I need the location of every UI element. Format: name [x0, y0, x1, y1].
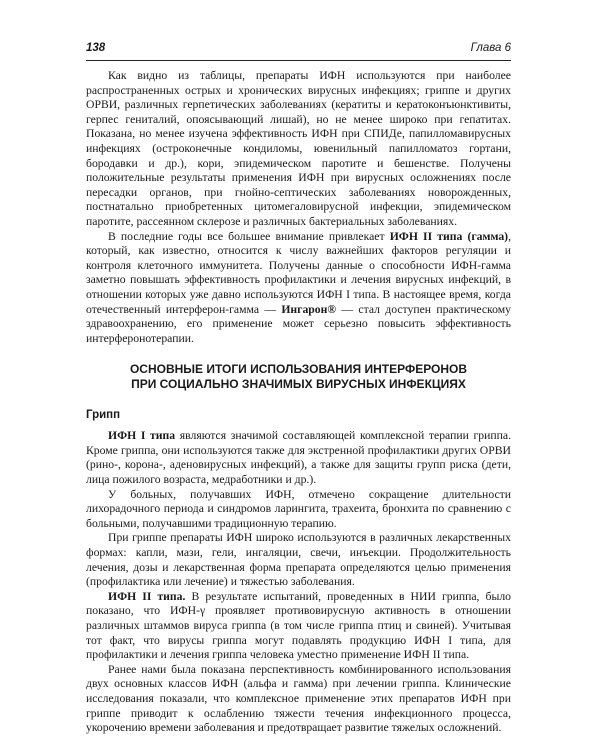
paragraph: ИФН I типа являются значимой составляющей комплексной терапии гриппа. Кроме гриппа, они используются также для экстренной профилактики других ОРВИ (рино-, корона-, аденовирусных инфекций), а также для защиты групп риска (дети, лица пожилого возраста, медработники и др.).: [86, 429, 512, 487]
header-rule: [86, 60, 511, 61]
paragraph: Ранее нами была показана перспективность комбинированного использования двух основных классов ИФН (альфа и гамма) при лечении гриппа. Клинические исследования показали, что комплексное применение этих препаратов ИФН при гриппе приводит к ослаблению тяжести течения инфекционного процесса, укорочению времени заболевания и предотвращает развитие тяжелых осложнений.: [86, 662, 511, 735]
page-body: [86, 69, 511, 736]
subsection-title: Грипп: [86, 409, 121, 422]
section-title: ОСНОВНЫЕ ИТОГИ ИСПОЛЬЗОВАНИЯ ИНТЕРФЕРОНОВ ПРИ СОЦИАЛЬНО ЗНАЧИМЫХ ВИРУСНЫХ ИНФЕКЦИЯХ: [129, 362, 468, 392]
chapter-label: Глава 6: [470, 42, 511, 54]
running-head: [86, 42, 511, 60]
emphasis: Ингарон®: [281, 302, 337, 316]
paragraph: У больных, получавших ИФН, отмечено сокращение длительности лихорадочного периода и синдромов ларингита, трахеита, бронхита по сравнению с больными, получавшими традиционную терапию.: [86, 487, 511, 530]
emphasis: ИФН II типа (гамма): [389, 229, 509, 243]
paragraph: ИФН II типа. В результате испытаний, проведенных в НИИ гриппа, было показано, что ИФН-γ проявляет противовирусную активность в отношении различных штаммов вируса гриппа (в том числе гриппа птиц и свиней). Учитывая тот факт, что вирусы гриппа могут подавлять продукцию ИФН I типа, для профилактики и лечения гриппа человека уместно применение ИФН II типа.: [86, 589, 511, 662]
page-number: 138: [86, 42, 106, 54]
paragraph: При гриппе препараты ИФН широко используются в различных лекарственных формах: капли, мази, гели, ингаляции, свечи, инъекции. Продолжительность лечения, дозы и лекарственная форма препарата определяются целью применения (профилактика или лечение) и тяжестью заболевания.: [86, 531, 511, 589]
paragraph: Как видно из таблицы, препараты ИФН используются при наиболее распространенных острых и хронических вирусных инфекциях; гриппе и других ОРВИ, различных герпетических заболеваниях (кератиты и кератоконъюнктивиты, герпес гениталий, опоясывающий лишай), но не менее широко при гепатитах. Показана, но менее изучена эффективность ИФН при СПИДе, папилломавирусных инфекциях (остроконечные кондиломы, ювенильный папилломатоз гортани, бородавки и др.), кори, эпидемическом паротите и бешенстве. Получены положительные результаты применения ИФН при вирусных осложнениях после пересадки органов, при гнойно-септических заболеваниях новорожденных, постнатально приобретенных цитомегаловирусной инфекции, эпидемическом паротите, рассеянном склерозе и различных бактериальных заболеваниях.: [86, 69, 511, 228]
emphasis: ИФН II типа.: [108, 589, 186, 603]
paragraph: В последние годы все большее внимание привлекает ИФН II типа (гамма), который, как известно, относится к числу важнейших факторов регуляции и контроля клеточного иммунитета. Получены данные о способности ИФН-гамма заметно повышать эффективность профилактики и лечения вирусных инфекций, в отношении которых уже давно используются ИФН I типа. В настоящее время, когда отечественный интерферон-гамма — Ингарон® — стал доступен практическому здравоохранению, его применение может серьезно повысить эффективность интерферонотерапии.: [86, 229, 511, 345]
emphasis: ИФН I типа: [108, 429, 176, 443]
